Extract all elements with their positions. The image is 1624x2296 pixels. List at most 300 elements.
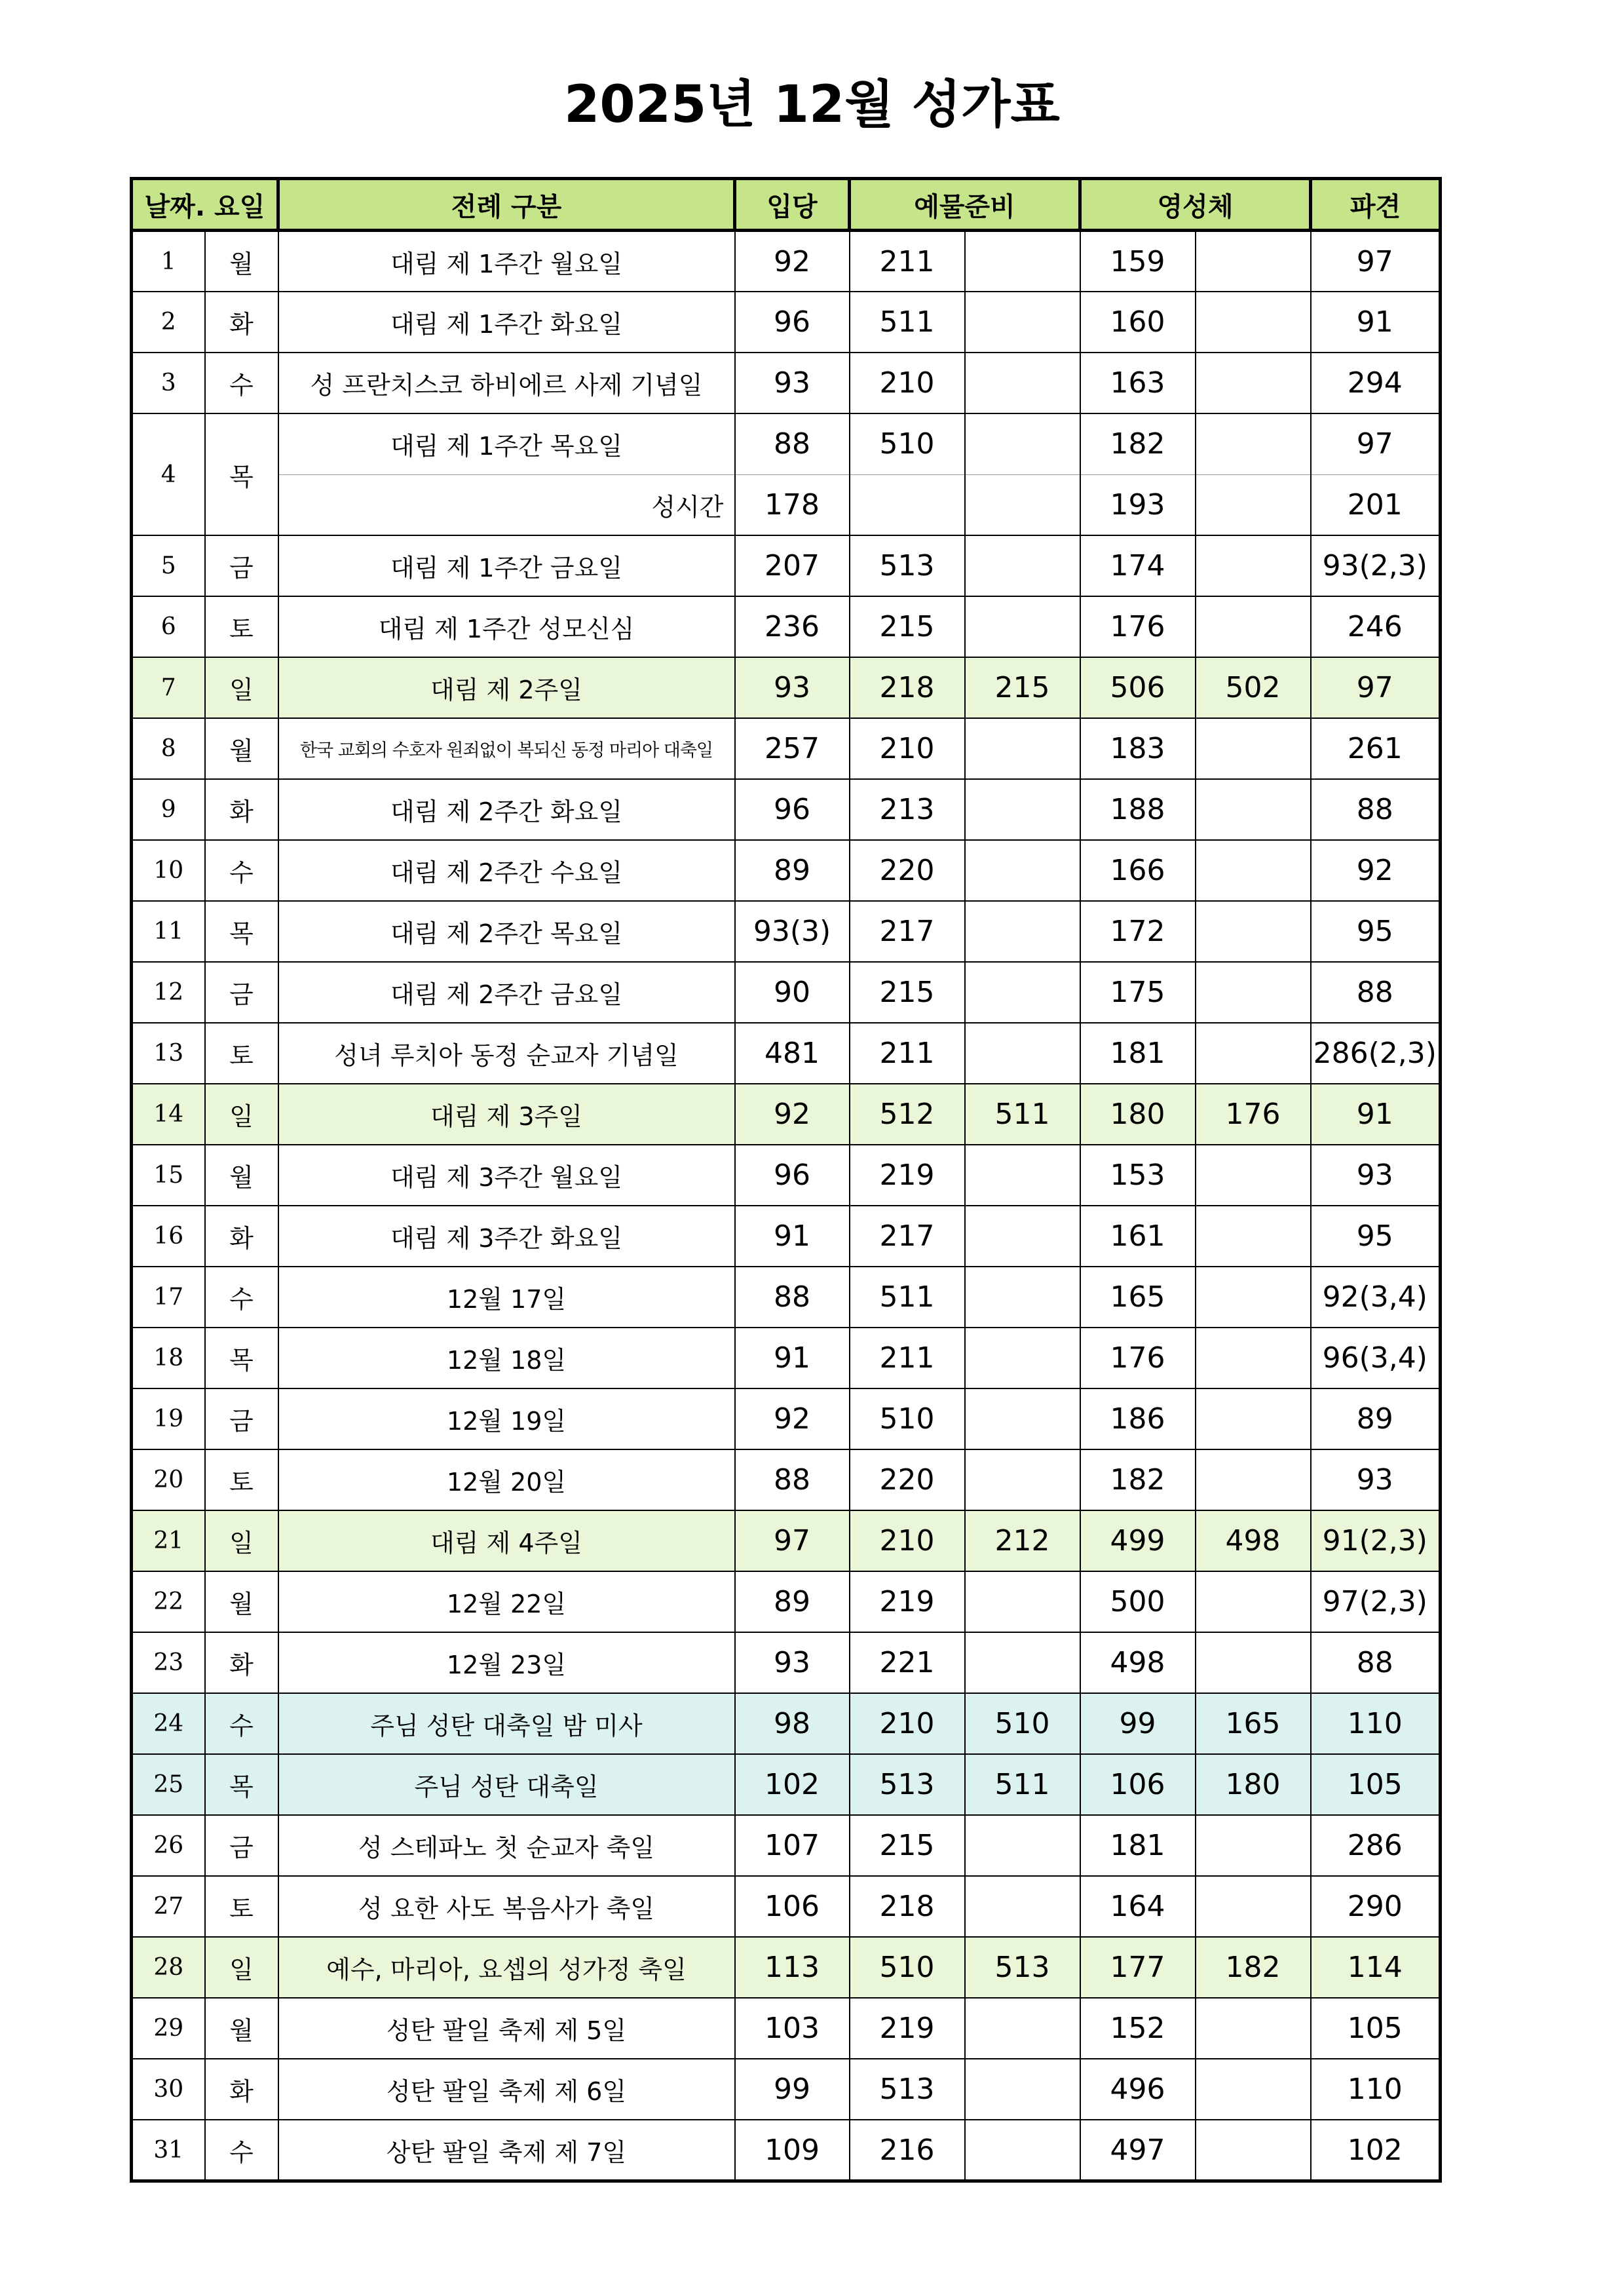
offertory-cell-2 <box>965 840 1080 901</box>
dismissal-cell: 93 <box>1311 1145 1441 1206</box>
table-row <box>132 2059 1441 2120</box>
weekday-cell: 일 <box>205 1937 278 1998</box>
weekday-cell: 화 <box>205 292 278 353</box>
communion-cell-1: 506 <box>1080 657 1196 718</box>
communion-cell-2 <box>1196 779 1311 840</box>
offertory-cell-1: 218 <box>850 1876 965 1937</box>
entrance-cell: 98 <box>735 1693 850 1754</box>
date-cell: 23 <box>132 1632 205 1693</box>
entrance-cell: 88 <box>735 1449 850 1510</box>
table-row <box>132 1449 1441 1510</box>
header-row <box>132 179 1441 231</box>
liturgy-cell: 대림 제 4주일 <box>278 1510 735 1571</box>
dismissal-cell: 97 <box>1311 657 1441 718</box>
communion-cell-2 <box>1196 1206 1311 1267</box>
entrance-cell: 106 <box>735 1876 850 1937</box>
weekday-cell: 목 <box>205 901 278 962</box>
offertory-cell-2 <box>965 1145 1080 1206</box>
communion-cell-1: 159 <box>1080 231 1196 292</box>
offertory-cell-1: 512 <box>850 1084 965 1145</box>
entrance-cell: 89 <box>735 840 850 901</box>
date-cell: 27 <box>132 1876 205 1937</box>
dismissal-cell: 105 <box>1311 1998 1441 2059</box>
weekday-cell: 월 <box>205 1998 278 2059</box>
communion-cell-2 <box>1196 292 1311 353</box>
date-cell: 29 <box>132 1998 205 2059</box>
table-row <box>132 901 1441 962</box>
offertory-cell-2 <box>965 1632 1080 1693</box>
dismissal-cell: 97(2,3) <box>1311 1571 1441 1632</box>
entrance-cell: 90 <box>735 962 850 1023</box>
weekday-cell: 수 <box>205 353 278 413</box>
table-row <box>132 1328 1441 1388</box>
table-row <box>132 1937 1441 1998</box>
liturgy-cell: 12월 20일 <box>278 1449 735 1510</box>
date-cell: 12 <box>132 962 205 1023</box>
offertory-cell-2 <box>965 1815 1080 1876</box>
offertory-cell-1: 219 <box>850 1998 965 2059</box>
offertory-cell-1: 513 <box>850 535 965 596</box>
dismissal-cell: 92(3,4) <box>1311 1267 1441 1328</box>
table-row <box>132 535 1441 596</box>
dismissal-cell: 88 <box>1311 962 1441 1023</box>
table-row <box>132 1145 1441 1206</box>
offertory-cell-1: 213 <box>850 779 965 840</box>
weekday-cell: 수 <box>205 1267 278 1328</box>
communion-cell-1: 186 <box>1080 1388 1196 1449</box>
entrance-cell: 93 <box>735 353 850 413</box>
communion-cell-2 <box>1196 596 1311 657</box>
date-cell: 3 <box>132 353 205 413</box>
table-row <box>132 596 1441 657</box>
liturgy-cell: 성시간 <box>278 474 735 535</box>
table-row <box>132 231 1441 292</box>
entrance-cell: 93(3) <box>735 901 850 962</box>
date-cell: 2 <box>132 292 205 353</box>
communion-cell-1: 176 <box>1080 1328 1196 1388</box>
offertory-cell-2 <box>965 1571 1080 1632</box>
offertory-cell-2 <box>965 1267 1080 1328</box>
weekday-cell: 목 <box>205 413 278 535</box>
liturgy-cell: 대림 제 1주간 월요일 <box>278 231 735 292</box>
liturgy-cell: 대림 제 2주간 화요일 <box>278 779 735 840</box>
liturgy-cell: 대림 제 2주간 금요일 <box>278 962 735 1023</box>
entrance-cell: 93 <box>735 1632 850 1693</box>
communion-cell-2: 502 <box>1196 657 1311 718</box>
liturgy-cell: 대림 제 2주간 목요일 <box>278 901 735 962</box>
entrance-cell: 113 <box>735 1937 850 1998</box>
communion-cell-2 <box>1196 840 1311 901</box>
offertory-cell-1 <box>850 474 965 535</box>
offertory-cell-1: 219 <box>850 1571 965 1632</box>
communion-cell-2 <box>1196 1388 1311 1449</box>
liturgy-cell: 대림 제 1주간 화요일 <box>278 292 735 353</box>
communion-cell-2 <box>1196 1815 1311 1876</box>
communion-cell-1: 166 <box>1080 840 1196 901</box>
communion-cell-2: 180 <box>1196 1754 1311 1815</box>
date-cell: 8 <box>132 718 205 779</box>
entrance-cell: 91 <box>735 1206 850 1267</box>
offertory-cell-1: 211 <box>850 1328 965 1388</box>
dismissal-cell: 91 <box>1311 1084 1441 1145</box>
offertory-cell-2 <box>965 2059 1080 2120</box>
entrance-cell: 481 <box>735 1023 850 1084</box>
table-row <box>132 1510 1441 1571</box>
offertory-cell-1: 510 <box>850 413 965 474</box>
dismissal-cell: 97 <box>1311 231 1441 292</box>
communion-cell-2 <box>1196 1449 1311 1510</box>
communion-cell-2 <box>1196 474 1311 535</box>
entrance-cell: 257 <box>735 718 850 779</box>
offertory-cell-1: 511 <box>850 292 965 353</box>
dismissal-cell: 286 <box>1311 1815 1441 1876</box>
entrance-cell: 92 <box>735 1388 850 1449</box>
date-cell: 26 <box>132 1815 205 1876</box>
communion-cell-1: 152 <box>1080 1998 1196 2059</box>
hymn-schedule-table <box>130 177 1442 2183</box>
communion-cell-1: 165 <box>1080 1267 1196 1328</box>
liturgy-cell: 대림 제 1주간 성모신심 <box>278 596 735 657</box>
entrance-cell: 96 <box>735 779 850 840</box>
date-cell: 6 <box>132 596 205 657</box>
liturgy-cell: 12월 17일 <box>278 1267 735 1328</box>
date-cell: 17 <box>132 1267 205 1328</box>
entrance-cell: 178 <box>735 474 850 535</box>
liturgy-cell: 성탄 팔일 축제 제 5일 <box>278 1998 735 2059</box>
table-row <box>132 1876 1441 1937</box>
communion-cell-1: 161 <box>1080 1206 1196 1267</box>
liturgy-cell: 주님 성탄 대축일 <box>278 1754 735 1815</box>
liturgy-cell: 성 스테파노 첫 순교자 축일 <box>278 1815 735 1876</box>
dismissal-cell: 97 <box>1311 413 1441 474</box>
communion-cell-1: 182 <box>1080 413 1196 474</box>
offertory-cell-2 <box>965 474 1080 535</box>
dismissal-cell: 105 <box>1311 1754 1441 1815</box>
header-liturgy: 전례 구분 <box>278 179 735 231</box>
dismissal-cell: 95 <box>1311 1206 1441 1267</box>
communion-cell-1: 153 <box>1080 1145 1196 1206</box>
liturgy-cell: 성녀 루치아 동정 순교자 기념일 <box>278 1023 735 1084</box>
communion-cell-1: 193 <box>1080 474 1196 535</box>
offertory-cell-2 <box>965 413 1080 474</box>
date-cell: 9 <box>132 779 205 840</box>
table-row <box>132 1206 1441 1267</box>
offertory-cell-1: 220 <box>850 1449 965 1510</box>
offertory-cell-2 <box>965 353 1080 413</box>
offertory-cell-1: 510 <box>850 1937 965 1998</box>
date-cell: 15 <box>132 1145 205 1206</box>
communion-cell-1: 163 <box>1080 353 1196 413</box>
date-cell: 18 <box>132 1328 205 1388</box>
weekday-cell: 화 <box>205 779 278 840</box>
date-cell: 5 <box>132 535 205 596</box>
communion-cell-2 <box>1196 901 1311 962</box>
offertory-cell-1: 219 <box>850 1145 965 1206</box>
entrance-cell: 92 <box>735 1084 850 1145</box>
offertory-cell-2: 510 <box>965 1693 1080 1754</box>
weekday-cell: 수 <box>205 1693 278 1754</box>
communion-cell-1: 500 <box>1080 1571 1196 1632</box>
header-entrance: 입당 <box>735 179 850 231</box>
dismissal-cell: 286(2,3) <box>1311 1023 1441 1084</box>
offertory-cell-1: 510 <box>850 1388 965 1449</box>
dismissal-cell: 290 <box>1311 1876 1441 1937</box>
table-row <box>132 1815 1441 1876</box>
dismissal-cell: 89 <box>1311 1388 1441 1449</box>
communion-cell-1: 172 <box>1080 901 1196 962</box>
offertory-cell-2 <box>965 1206 1080 1267</box>
dismissal-cell: 261 <box>1311 718 1441 779</box>
weekday-cell: 일 <box>205 657 278 718</box>
communion-cell-2 <box>1196 1145 1311 1206</box>
communion-cell-2 <box>1196 718 1311 779</box>
entrance-cell: 109 <box>735 2120 850 2181</box>
entrance-cell: 97 <box>735 1510 850 1571</box>
liturgy-cell: 성탄 팔일 축제 제 6일 <box>278 2059 735 2120</box>
weekday-cell: 월 <box>205 231 278 292</box>
weekday-cell: 토 <box>205 1449 278 1510</box>
date-cell: 11 <box>132 901 205 962</box>
offertory-cell-1: 210 <box>850 353 965 413</box>
date-cell: 30 <box>132 2059 205 2120</box>
dismissal-cell: 110 <box>1311 2059 1441 2120</box>
weekday-cell: 일 <box>205 1084 278 1145</box>
table-row <box>132 1754 1441 1815</box>
offertory-cell-2 <box>965 292 1080 353</box>
date-cell: 24 <box>132 1693 205 1754</box>
offertory-cell-1: 211 <box>850 231 965 292</box>
communion-cell-1: 497 <box>1080 2120 1196 2181</box>
date-cell: 31 <box>132 2120 205 2181</box>
communion-cell-1: 106 <box>1080 1754 1196 1815</box>
table-row <box>132 2120 1441 2181</box>
weekday-cell: 금 <box>205 1815 278 1876</box>
table-row <box>132 1084 1441 1145</box>
header-offertory: 예물준비 <box>850 179 1080 231</box>
table-row <box>132 657 1441 718</box>
table-row <box>132 353 1441 413</box>
offertory-cell-2 <box>965 231 1080 292</box>
liturgy-cell: 12월 23일 <box>278 1632 735 1693</box>
table-row <box>132 1023 1441 1084</box>
offertory-cell-1: 511 <box>850 1267 965 1328</box>
header-communion: 영성체 <box>1080 179 1311 231</box>
weekday-cell: 월 <box>205 718 278 779</box>
weekday-cell: 수 <box>205 2120 278 2181</box>
liturgy-cell: 성 프란치스코 하비에르 사제 기념일 <box>278 353 735 413</box>
communion-cell-1: 181 <box>1080 1815 1196 1876</box>
offertory-cell-1: 215 <box>850 962 965 1023</box>
weekday-cell: 화 <box>205 1206 278 1267</box>
communion-cell-2 <box>1196 1328 1311 1388</box>
table-row <box>132 840 1441 901</box>
entrance-cell: 103 <box>735 1998 850 2059</box>
offertory-cell-1: 210 <box>850 1693 965 1754</box>
entrance-cell: 96 <box>735 292 850 353</box>
entrance-cell: 236 <box>735 596 850 657</box>
communion-cell-1: 498 <box>1080 1632 1196 1693</box>
offertory-cell-1: 211 <box>850 1023 965 1084</box>
offertory-cell-1: 220 <box>850 840 965 901</box>
table-row <box>132 1388 1441 1449</box>
dismissal-cell: 95 <box>1311 901 1441 962</box>
offertory-cell-1: 215 <box>850 1815 965 1876</box>
communion-cell-1: 180 <box>1080 1084 1196 1145</box>
offertory-cell-2: 511 <box>965 1754 1080 1815</box>
date-cell: 21 <box>132 1510 205 1571</box>
communion-cell-2 <box>1196 1998 1311 2059</box>
offertory-cell-2 <box>965 1023 1080 1084</box>
offertory-cell-2: 511 <box>965 1084 1080 1145</box>
table-row <box>132 1632 1441 1693</box>
offertory-cell-2 <box>965 1876 1080 1937</box>
date-cell: 10 <box>132 840 205 901</box>
communion-cell-2 <box>1196 1023 1311 1084</box>
communion-cell-2 <box>1196 1571 1311 1632</box>
offertory-cell-1: 215 <box>850 596 965 657</box>
offertory-cell-1: 210 <box>850 1510 965 1571</box>
offertory-cell-2 <box>965 901 1080 962</box>
communion-cell-1: 183 <box>1080 718 1196 779</box>
dismissal-cell: 88 <box>1311 1632 1441 1693</box>
table-row <box>132 474 1441 535</box>
liturgy-cell: 성 요한 사도 복음사가 축일 <box>278 1876 735 1937</box>
date-cell: 22 <box>132 1571 205 1632</box>
weekday-cell: 월 <box>205 1571 278 1632</box>
offertory-cell-1: 221 <box>850 1632 965 1693</box>
entrance-cell: 107 <box>735 1815 850 1876</box>
offertory-cell-1: 210 <box>850 718 965 779</box>
liturgy-cell: 대림 제 3주간 화요일 <box>278 1206 735 1267</box>
communion-cell-1: 499 <box>1080 1510 1196 1571</box>
communion-cell-1: 175 <box>1080 962 1196 1023</box>
communion-cell-1: 99 <box>1080 1693 1196 1754</box>
date-cell: 1 <box>132 231 205 292</box>
offertory-cell-1: 217 <box>850 901 965 962</box>
communion-cell-1: 177 <box>1080 1937 1196 1998</box>
dismissal-cell: 88 <box>1311 779 1441 840</box>
weekday-cell: 일 <box>205 1510 278 1571</box>
weekday-cell: 화 <box>205 1632 278 1693</box>
communion-cell-2: 182 <box>1196 1937 1311 1998</box>
dismissal-cell: 294 <box>1311 353 1441 413</box>
communion-cell-1: 188 <box>1080 779 1196 840</box>
liturgy-cell: 대림 제 3주간 월요일 <box>278 1145 735 1206</box>
table-row <box>132 1693 1441 1754</box>
liturgy-cell: 12월 19일 <box>278 1388 735 1449</box>
communion-cell-2 <box>1196 353 1311 413</box>
entrance-cell: 96 <box>735 1145 850 1206</box>
offertory-cell-1: 217 <box>850 1206 965 1267</box>
table-row <box>132 1998 1441 2059</box>
table-row <box>132 292 1441 353</box>
communion-cell-2 <box>1196 2120 1311 2181</box>
communion-cell-2 <box>1196 2059 1311 2120</box>
communion-cell-1: 160 <box>1080 292 1196 353</box>
entrance-cell: 88 <box>735 413 850 474</box>
entrance-cell: 102 <box>735 1754 850 1815</box>
header-dismissal: 파견 <box>1311 179 1441 231</box>
communion-cell-2 <box>1196 962 1311 1023</box>
page-title: 2025년 12월 성가표 <box>564 75 1060 134</box>
offertory-cell-2: 513 <box>965 1937 1080 1998</box>
weekday-cell: 목 <box>205 1328 278 1388</box>
dismissal-cell: 93(2,3) <box>1311 535 1441 596</box>
date-cell: 4 <box>132 413 205 535</box>
communion-cell-2: 165 <box>1196 1693 1311 1754</box>
offertory-cell-2 <box>965 596 1080 657</box>
dismissal-cell: 114 <box>1311 1937 1441 1998</box>
communion-cell-1: 181 <box>1080 1023 1196 1084</box>
dismissal-cell: 91 <box>1311 292 1441 353</box>
date-cell: 14 <box>132 1084 205 1145</box>
weekday-cell: 금 <box>205 962 278 1023</box>
dismissal-cell: 110 <box>1311 1693 1441 1754</box>
date-cell: 13 <box>132 1023 205 1084</box>
date-cell: 25 <box>132 1754 205 1815</box>
dismissal-cell: 201 <box>1311 474 1441 535</box>
liturgy-cell: 12월 18일 <box>278 1328 735 1388</box>
communion-cell-2 <box>1196 1876 1311 1937</box>
communion-cell-2 <box>1196 535 1311 596</box>
liturgy-cell: 한국 교회의 수호자 원죄없이 복되신 동정 마리아 대축일 <box>278 718 735 779</box>
offertory-cell-2 <box>965 2120 1080 2181</box>
offertory-cell-2 <box>965 718 1080 779</box>
date-cell: 20 <box>132 1449 205 1510</box>
liturgy-cell: 상탄 팔일 축제 제 7일 <box>278 2120 735 2181</box>
communion-cell-1: 174 <box>1080 535 1196 596</box>
communion-cell-2 <box>1196 231 1311 292</box>
offertory-cell-2 <box>965 535 1080 596</box>
offertory-cell-1: 513 <box>850 2059 965 2120</box>
liturgy-cell: 대림 제 2주일 <box>278 657 735 718</box>
liturgy-cell: 12월 22일 <box>278 1571 735 1632</box>
offertory-cell-2 <box>965 1388 1080 1449</box>
communion-cell-2: 498 <box>1196 1510 1311 1571</box>
offertory-cell-2 <box>965 779 1080 840</box>
entrance-cell: 92 <box>735 231 850 292</box>
weekday-cell: 화 <box>205 2059 278 2120</box>
offertory-cell-1: 513 <box>850 1754 965 1815</box>
offertory-cell-1: 216 <box>850 2120 965 2181</box>
entrance-cell: 207 <box>735 535 850 596</box>
communion-cell-1: 164 <box>1080 1876 1196 1937</box>
entrance-cell: 89 <box>735 1571 850 1632</box>
header-date-day: 날짜. 요일 <box>132 179 278 231</box>
entrance-cell: 99 <box>735 2059 850 2120</box>
communion-cell-2 <box>1196 413 1311 474</box>
table-row <box>132 779 1441 840</box>
offertory-cell-2 <box>965 962 1080 1023</box>
date-cell: 19 <box>132 1388 205 1449</box>
communion-cell-1: 496 <box>1080 2059 1196 2120</box>
dismissal-cell: 92 <box>1311 840 1441 901</box>
dismissal-cell: 93 <box>1311 1449 1441 1510</box>
offertory-cell-2 <box>965 1328 1080 1388</box>
dismissal-cell: 102 <box>1311 2120 1441 2181</box>
weekday-cell: 금 <box>205 1388 278 1449</box>
liturgy-cell: 대림 제 1주간 금요일 <box>278 535 735 596</box>
dismissal-cell: 91(2,3) <box>1311 1510 1441 1571</box>
offertory-cell-2: 212 <box>965 1510 1080 1571</box>
dismissal-cell: 246 <box>1311 596 1441 657</box>
liturgy-cell: 주님 성탄 대축일 밤 미사 <box>278 1693 735 1754</box>
liturgy-cell: 대림 제 2주간 수요일 <box>278 840 735 901</box>
table-row <box>132 718 1441 779</box>
date-cell: 28 <box>132 1937 205 1998</box>
weekday-cell: 목 <box>205 1754 278 1815</box>
table-row <box>132 1571 1441 1632</box>
